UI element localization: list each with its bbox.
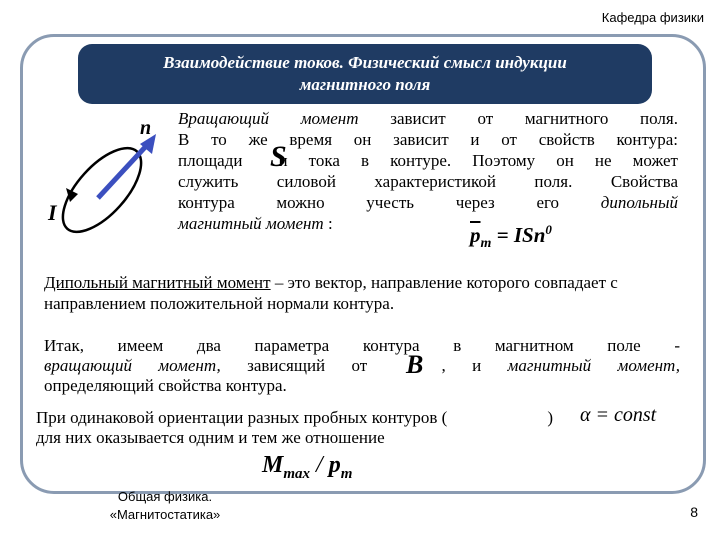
p1-line-1: Вращающий момент зависит от магнитного поля. — [178, 109, 678, 128]
title-line-1: Взаимодействие токов. Физический смысл индукции — [163, 53, 567, 72]
p3-line-3: определяющий свойства контура. — [44, 376, 287, 395]
p1-line-2: В то же время он зависит и от свойств контура: — [178, 130, 678, 149]
paragraph-dipole-definition: Дипольный магнитный момент – это вектор, направление которого совпадает с направлением положительной нормали контура. — [44, 273, 618, 313]
paragraph-two-parameters — [44, 336, 680, 396]
paragraph-torque — [178, 108, 678, 234]
p3-line-1: Итак, имеем два параметра контура в магнитном поле - — [44, 336, 680, 355]
p1-line-4: служить силовой характеристикой поля. Свойства — [178, 172, 678, 191]
pm-vector-p: $\overline{p}$ — [470, 223, 481, 247]
dipole-term: Дипольный магнитный момент — [44, 273, 271, 292]
p3-line-2: вращающий момент, зависящий от , и магнитный момент, — [44, 356, 680, 375]
p4-line-2: для них оказывается одним и тем же отношение — [36, 428, 385, 447]
slide-title — [78, 44, 652, 104]
p4-line-1: При одинаковой ориентации разных пробных контуров ( ) — [36, 408, 554, 427]
current-loop-diagram — [36, 104, 186, 244]
p1-line-5: контура можно учесть через его дипольный — [178, 193, 678, 212]
ratio-formula: $M_{max} / p_m$ — [262, 452, 353, 482]
p1-line-3: площади и тока в контуре. Поэтому он не может — [178, 151, 678, 170]
p1-line-6: магнитный момент : — [178, 214, 333, 233]
department-label: Кафедра физики — [601, 10, 704, 25]
symbol-field-B: B — [406, 350, 424, 379]
normal-label: n — [140, 117, 152, 139]
page-number: 8 — [690, 504, 698, 520]
symbol-area-S: S — [270, 140, 287, 173]
title-line-2: магнитного поля — [299, 75, 431, 94]
magnetic-moment-formula: $\overline{p}_m = ISn^0$ — [470, 222, 552, 252]
alpha-const-formula: α = const — [580, 404, 657, 426]
footer-course: Общая физика. «Магнитостатика» — [109, 489, 221, 522]
current-label: I — [48, 200, 57, 225]
